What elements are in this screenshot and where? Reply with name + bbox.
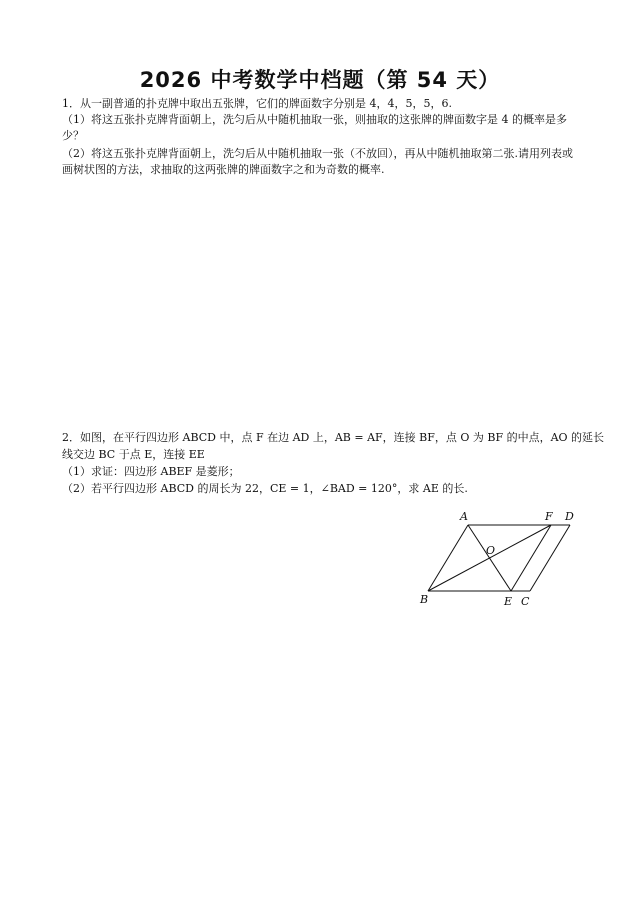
label-C: C (521, 595, 530, 608)
label-O: O (486, 544, 496, 557)
segment-EF (511, 525, 551, 591)
side-DC (530, 525, 570, 591)
label-E: E (504, 595, 513, 608)
q1-part1-line1: （1）将这五张扑克牌背面朝上，洗匀后从中随机抽取一张，则抽取的这张牌的牌面数字是 4 的概率是多 (62, 113, 567, 126)
page-title: 2026 中考数学中档题（第 54 天） (139, 68, 501, 92)
q2-part2: （2）若平行四边形 ABCD 的周长为 22，CE = 1，∠BAD = 120°，求 AE 的长. (62, 482, 468, 495)
q1-part2-line1: （2）将这五张扑克牌背面朝上，洗匀后从中随机抽取一张（不放回），再从中随机抽取第二张.请用列表或 (62, 147, 573, 160)
label-B: B (420, 593, 429, 606)
label-D: D (565, 510, 574, 523)
side-AB (428, 525, 468, 591)
label-A: A (460, 510, 468, 523)
q2-stem-line2: 线交边 BC 于点 E，连接 EE (62, 448, 205, 461)
q1-stem: 1．从一副普通的扑克牌中取出五张牌，它们的牌面数字分别是 4，4，5，5，6. (62, 97, 452, 110)
q1-part1-line2: 少？ (62, 129, 84, 142)
parallelogram-figure (410, 505, 590, 615)
parallelogram-diagram (410, 505, 590, 615)
q2-part1: （1）求证：四边形 ABEF 是菱形； (62, 465, 240, 478)
label-F: F (545, 510, 553, 523)
q1-part2-line2: 画树状图的方法，求抽取的这两张牌的牌面数字之和为奇数的概率. (62, 163, 385, 176)
q2-stem-line1: 2．如图，在平行四边形 ABCD 中，点 F 在边 AD 上，AB = AF，连接 BF，点 O 为 BF 的中点，AO 的延长 (62, 431, 605, 444)
segment-AE (468, 525, 511, 591)
